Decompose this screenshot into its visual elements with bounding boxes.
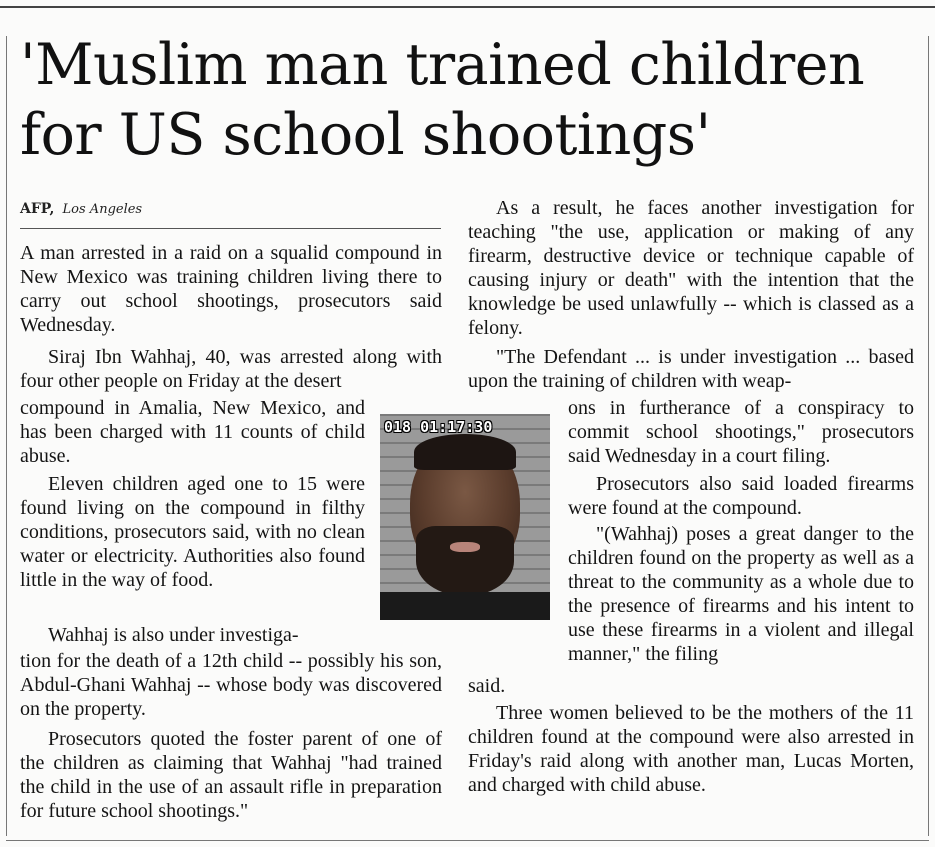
hair	[414, 434, 516, 470]
photo-timestamp: 018 01:17:30	[384, 418, 493, 436]
right-paragraph-4-cont: said.	[468, 675, 506, 697]
left-border	[6, 36, 7, 836]
beard	[416, 526, 514, 596]
left-paragraph-4: Wahhaj is also under investiga-	[48, 624, 299, 646]
left-paragraph-5: Prosecutors quoted the foster parent of one of the children as claiming that Wahhaj "had trained the child in the use of an assault rifle in preparation for future school shootings."	[20, 728, 442, 822]
headline-line-1: 'Muslim man trained children	[20, 32, 865, 98]
mugshot-photo	[380, 414, 550, 620]
byline	[20, 201, 440, 217]
right-paragraph-5: Three women believed to be the mothers of the 11 children found at the compound were also arrested in Friday's raid along with another man, Lucas Morten, and charged with child abuse.	[468, 702, 914, 796]
left-paragraph-4-cont: tion for the death of a 12th child -- possibly his son, Abdul-Ghani Wahhaj -- whose body was discovered on the property.	[20, 650, 442, 720]
headline	[20, 30, 920, 170]
right-paragraph-3: Prosecutors also said loaded firearms were found at the compound.	[568, 473, 914, 519]
right-paragraph-2-cont: ons in furtherance of a conspiracy to commit school shootings," prosecutors said Wednesday in a court filing.	[568, 397, 914, 467]
byline-rule	[20, 228, 441, 229]
left-paragraph-1: A man arrested in a raid on a squalid compound in New Mexico was training children living there to carry out school shootings, prosecutors said Wednesday.	[20, 242, 442, 336]
right-border	[928, 36, 929, 836]
right-paragraph-1: As a result, he faces another investigation for teaching "the use, application or making of any firearm, destructive device or technique capable of causing injury or death" with the intention that the knowledge be used unlawfully -- which is classed as a felony.	[468, 197, 914, 339]
bottom-border	[6, 840, 929, 841]
mouth	[450, 542, 480, 552]
top-rule	[0, 6, 935, 8]
headline-line-2: for US school shootings'	[20, 102, 711, 168]
byline-place: Los Angeles	[62, 202, 143, 217]
right-paragraph-2: "The Defendant ... is under investigation ... based upon the training of children with weap-	[468, 346, 914, 392]
left-paragraph-2-cont: compound in Amalia, New Mexico, and has been charged with 11 counts of child abuse.	[20, 397, 365, 467]
byline-agency: AFP,	[20, 201, 55, 217]
left-paragraph-3: Eleven children aged one to 15 were found living on the compound in filthy conditions, prosecutors said, with no clean water or electricity. Authorities also found little in the way of food.	[20, 473, 365, 591]
left-paragraph-2: Siraj Ibn Wahhaj, 40, was arrested along with four other people on Friday at the desert	[20, 346, 442, 392]
shirt	[380, 592, 550, 620]
right-paragraph-4: "(Wahhaj) poses a great danger to the children found on the property as well as a threat to the community as a whole due to the presence of firearms and his intent to use these firearms in a violent and illegal manner," the filing	[568, 523, 914, 665]
